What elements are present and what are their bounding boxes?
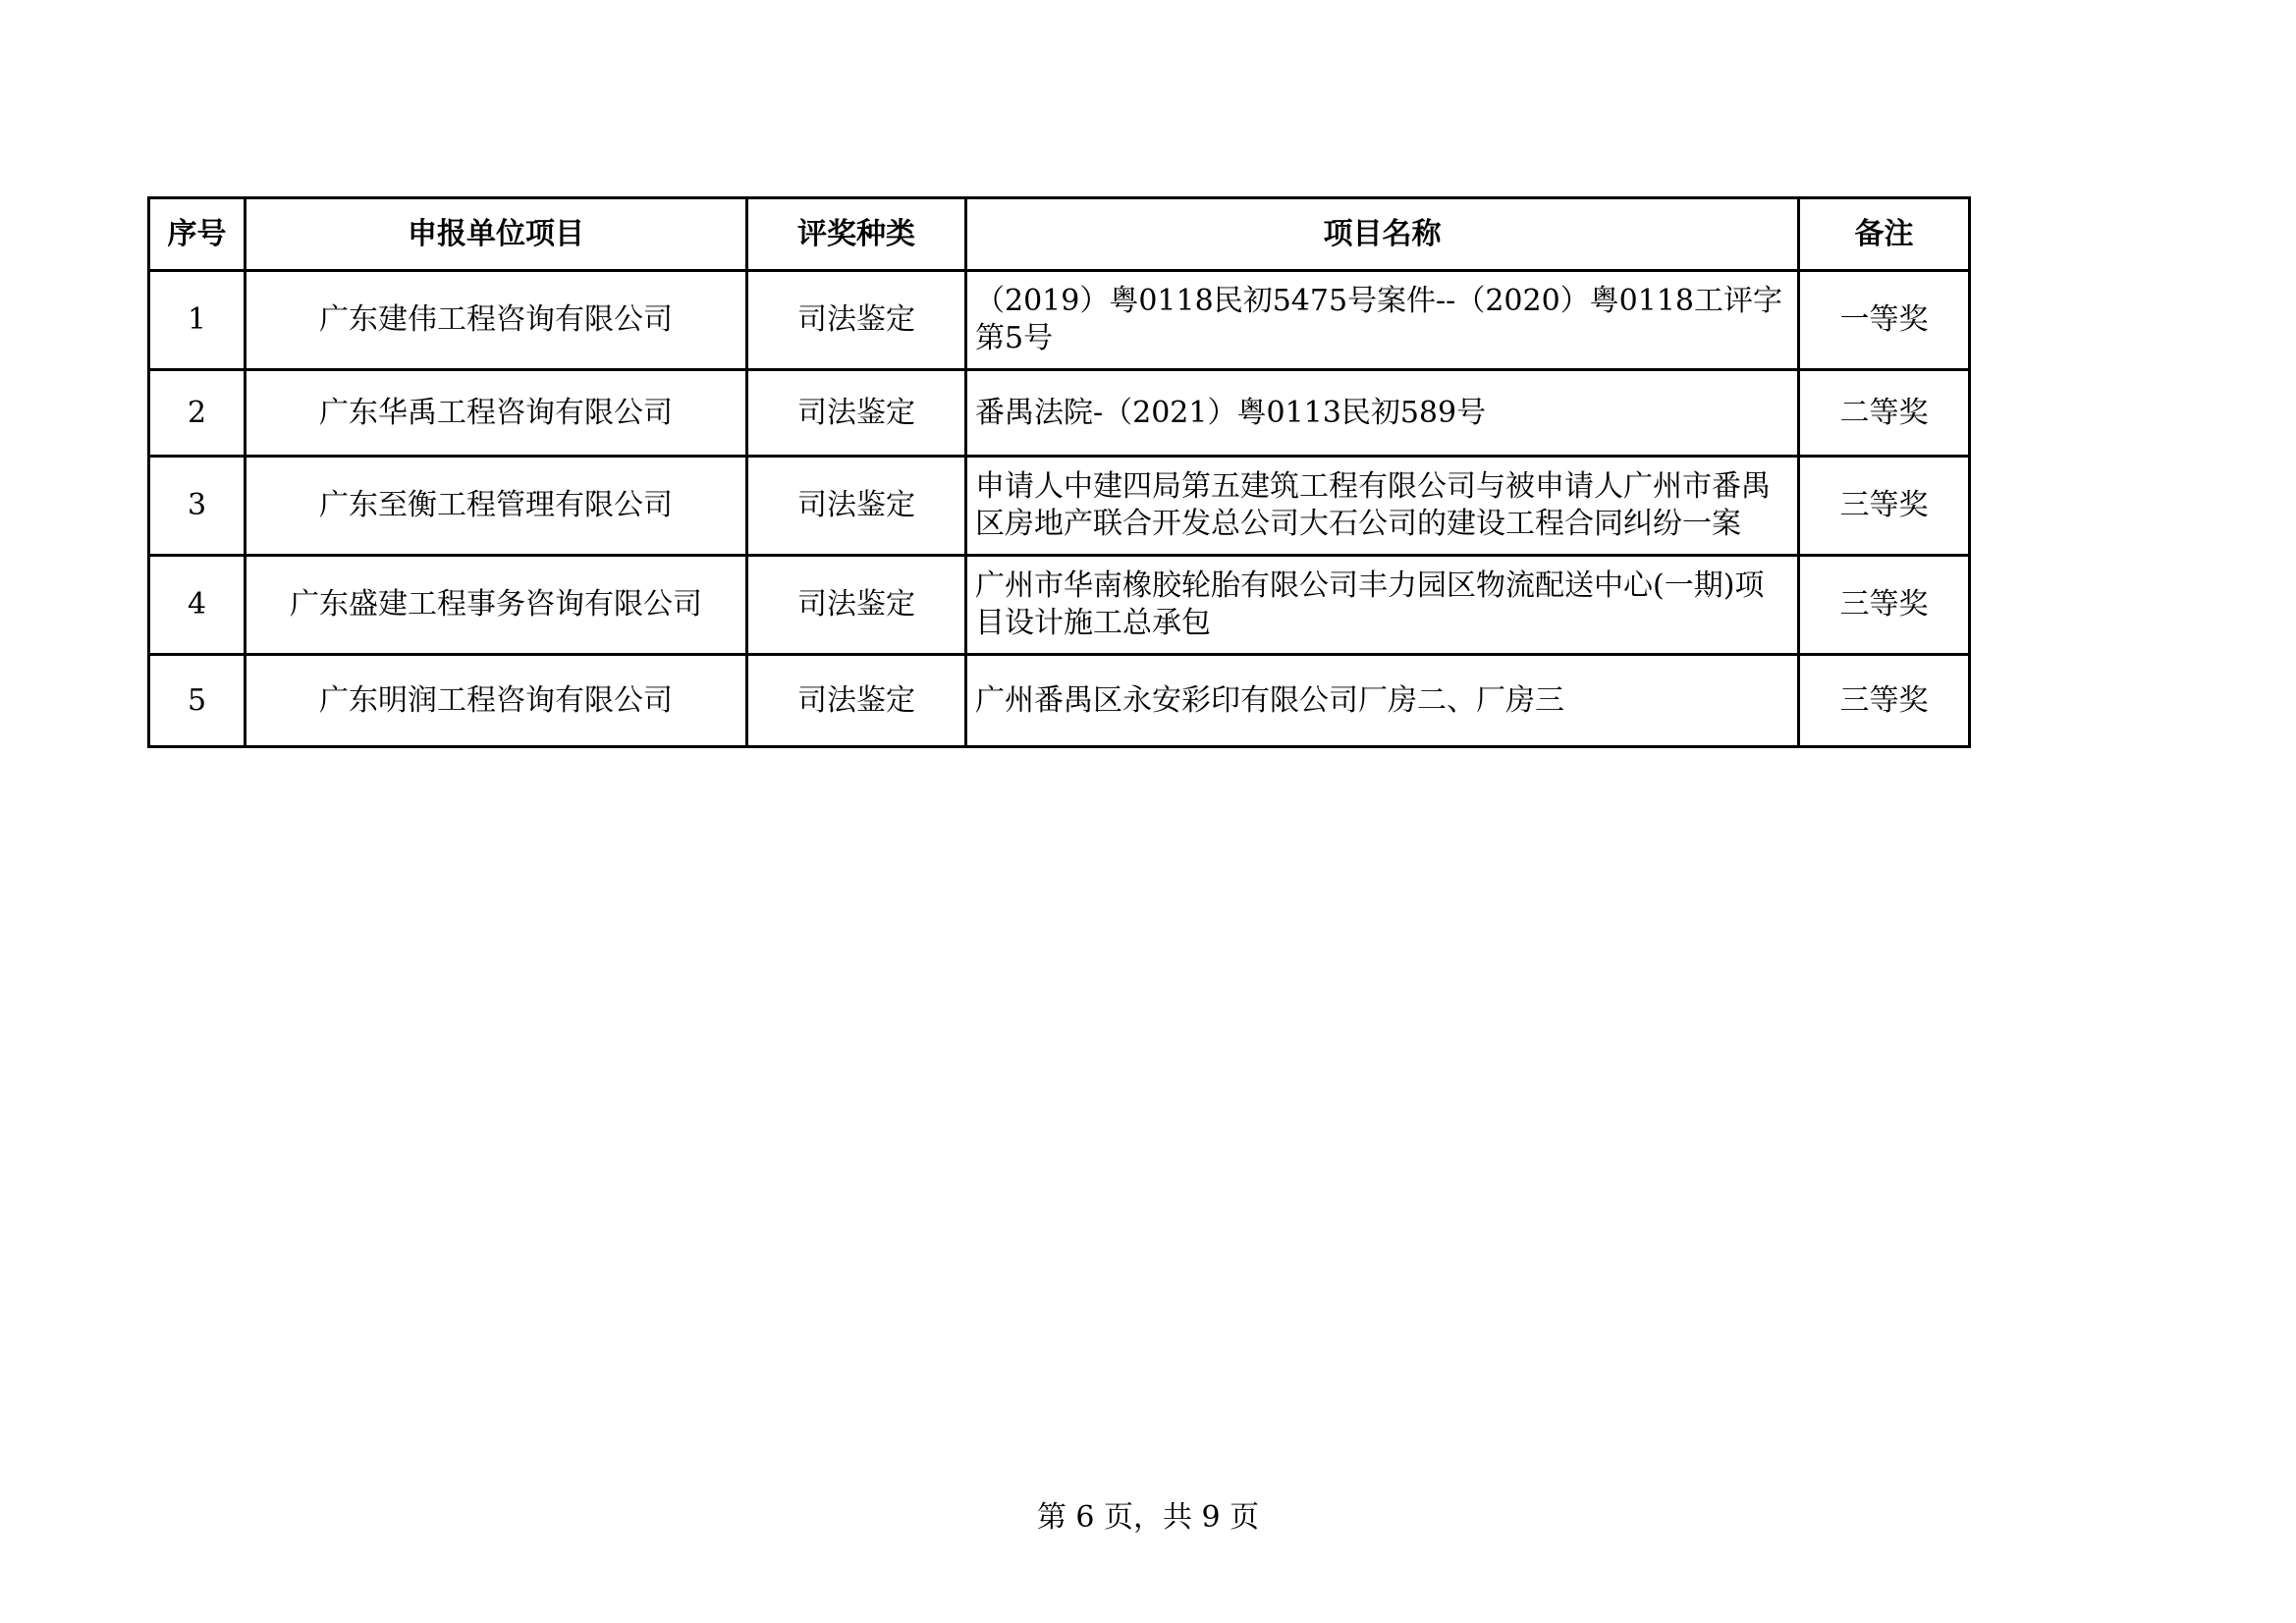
cell-index: 2 [149, 370, 246, 457]
cell-index: 5 [149, 655, 246, 747]
cell-project-name: 广州市华南橡胶轮胎有限公司丰力园区物流配送中心(一期)项目设计施工总承包 [966, 556, 1799, 655]
cell-unit: 广东明润工程咨询有限公司 [246, 655, 747, 747]
cell-remark: 三等奖 [1799, 457, 1970, 556]
page-number-footer: 第 6 页，共 9 页 [1036, 1500, 1260, 1535]
cell-unit: 广东至衡工程管理有限公司 [246, 457, 747, 556]
cell-remark: 二等奖 [1799, 370, 1970, 457]
cell-index: 1 [149, 271, 246, 370]
cell-unit: 广东华禹工程咨询有限公司 [246, 370, 747, 457]
header-remark: 备注 [1799, 198, 1970, 271]
cell-index: 3 [149, 457, 246, 556]
cell-award-type: 司法鉴定 [747, 370, 966, 457]
table-row [149, 271, 1970, 370]
cell-unit: 广东盛建工程事务咨询有限公司 [246, 556, 747, 655]
table-row [149, 655, 1970, 747]
cell-project-name: 番禺法院-（2021）粤0113民初589号 [966, 370, 1799, 457]
table-row [149, 457, 1970, 556]
table-row [149, 370, 1970, 457]
award-table [147, 196, 1971, 748]
table-header-row [149, 198, 1970, 271]
cell-unit: 广东建伟工程咨询有限公司 [246, 271, 747, 370]
header-award-type: 评奖种类 [747, 198, 966, 271]
cell-award-type: 司法鉴定 [747, 271, 966, 370]
cell-project-name: （2019）粤0118民初5475号案件--（2020）粤0118工评字第5号 [966, 271, 1799, 370]
cell-remark: 一等奖 [1799, 271, 1970, 370]
cell-remark: 三等奖 [1799, 556, 1970, 655]
header-unit: 申报单位项目 [246, 198, 747, 271]
cell-award-type: 司法鉴定 [747, 556, 966, 655]
cell-award-type: 司法鉴定 [747, 655, 966, 747]
cell-index: 4 [149, 556, 246, 655]
cell-project-name: 申请人中建四局第五建筑工程有限公司与被申请人广州市番禺区房地产联合开发总公司大石公司的建设工程合同纠纷一案 [966, 457, 1799, 556]
cell-remark: 三等奖 [1799, 655, 1970, 747]
cell-project-name: 广州番禺区永安彩印有限公司厂房二、厂房三 [966, 655, 1799, 747]
table-row [149, 556, 1970, 655]
header-project-name: 项目名称 [966, 198, 1799, 271]
cell-award-type: 司法鉴定 [747, 457, 966, 556]
header-index: 序号 [149, 198, 246, 271]
